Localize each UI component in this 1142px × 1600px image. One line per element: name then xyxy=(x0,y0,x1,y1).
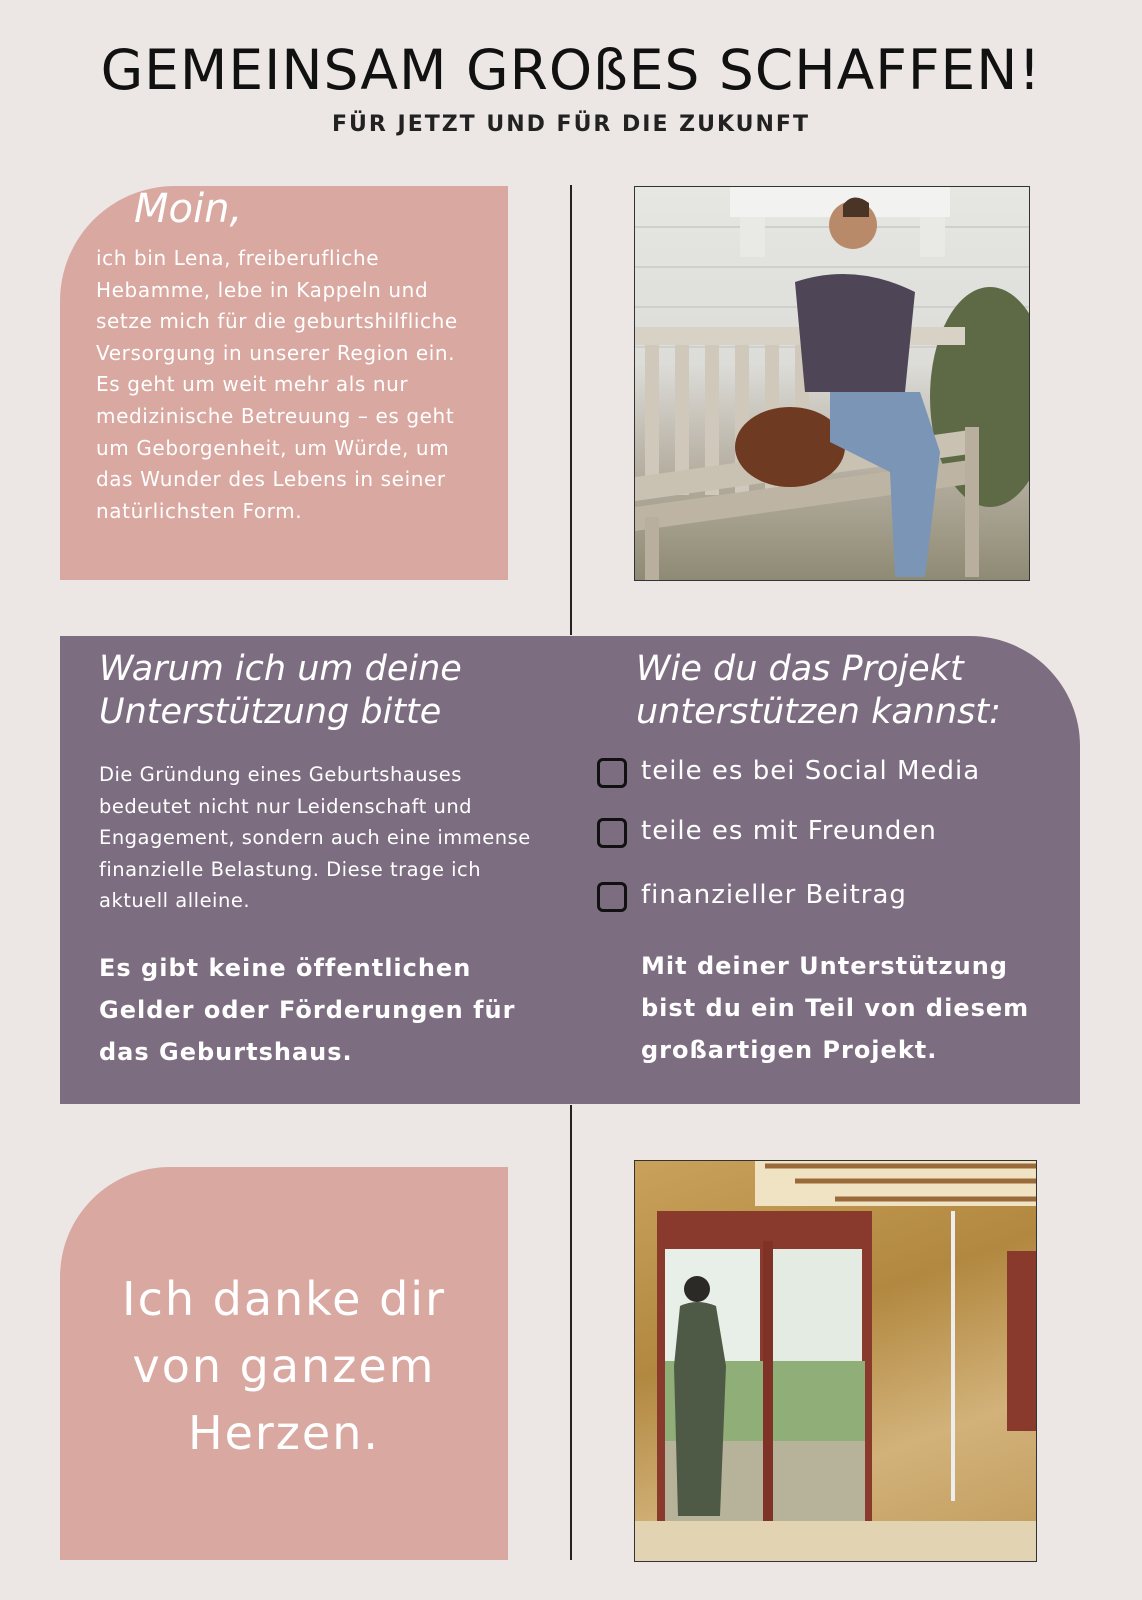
vertical-divider-bottom xyxy=(570,1105,572,1560)
checklist-item-label: finanzieller Beitrag xyxy=(641,880,907,910)
page-title: GEMEINSAM GROßES SCHAFFEN! xyxy=(100,38,1042,102)
vertical-divider-top xyxy=(570,185,572,635)
how-heading: Wie du das Projekt unterstützen kannst: xyxy=(636,649,1001,732)
thanks-text: Ich danke dir von ganzem Herzen. xyxy=(122,1272,446,1460)
why-text: Die Gründung eines Geburtshauses bedeutet nicht nur Leidenschaft und Engagement, sondern auch eine immense finanzielle Belastung. Diese trage ich aktuell alleine. xyxy=(99,763,531,913)
checklist-item-label: teile es mit Freunden xyxy=(641,816,937,846)
checkbox-icon[interactable] xyxy=(597,882,627,912)
checkbox-icon[interactable] xyxy=(597,758,627,788)
checklist-item-label: teile es bei Social Media xyxy=(641,756,981,786)
photo-woman-on-bench xyxy=(634,186,1030,581)
how-bold-statement: Mit deiner Unterstützung bist du ein Teil von diesem großartigen Projekt. xyxy=(641,952,1030,1064)
intro-text: ich bin Lena, freiberufliche Hebamme, lebe in Kappeln und setze mich für die geburtshilfliche Versorgung in unserer Region ein. Es geht um weit mehr als nur medizinische Betreuung – es geht um Geborgenheit, um Würde, um das Wunder des Lebens in seiner natürlichsten Form. xyxy=(96,246,458,523)
intro-heading: Moin, xyxy=(134,186,243,232)
photo-woman-in-doorway xyxy=(634,1160,1037,1562)
checkbox-icon[interactable] xyxy=(597,818,627,848)
why-bold-statement: Es gibt keine öffentlichen Gelder oder Förderungen für das Geburtshaus. xyxy=(99,954,516,1066)
why-heading: Warum ich um deine Unterstützung bitte xyxy=(99,649,462,732)
page-subtitle: FÜR JETZT UND FÜR DIE ZUKUNFT xyxy=(332,112,810,137)
